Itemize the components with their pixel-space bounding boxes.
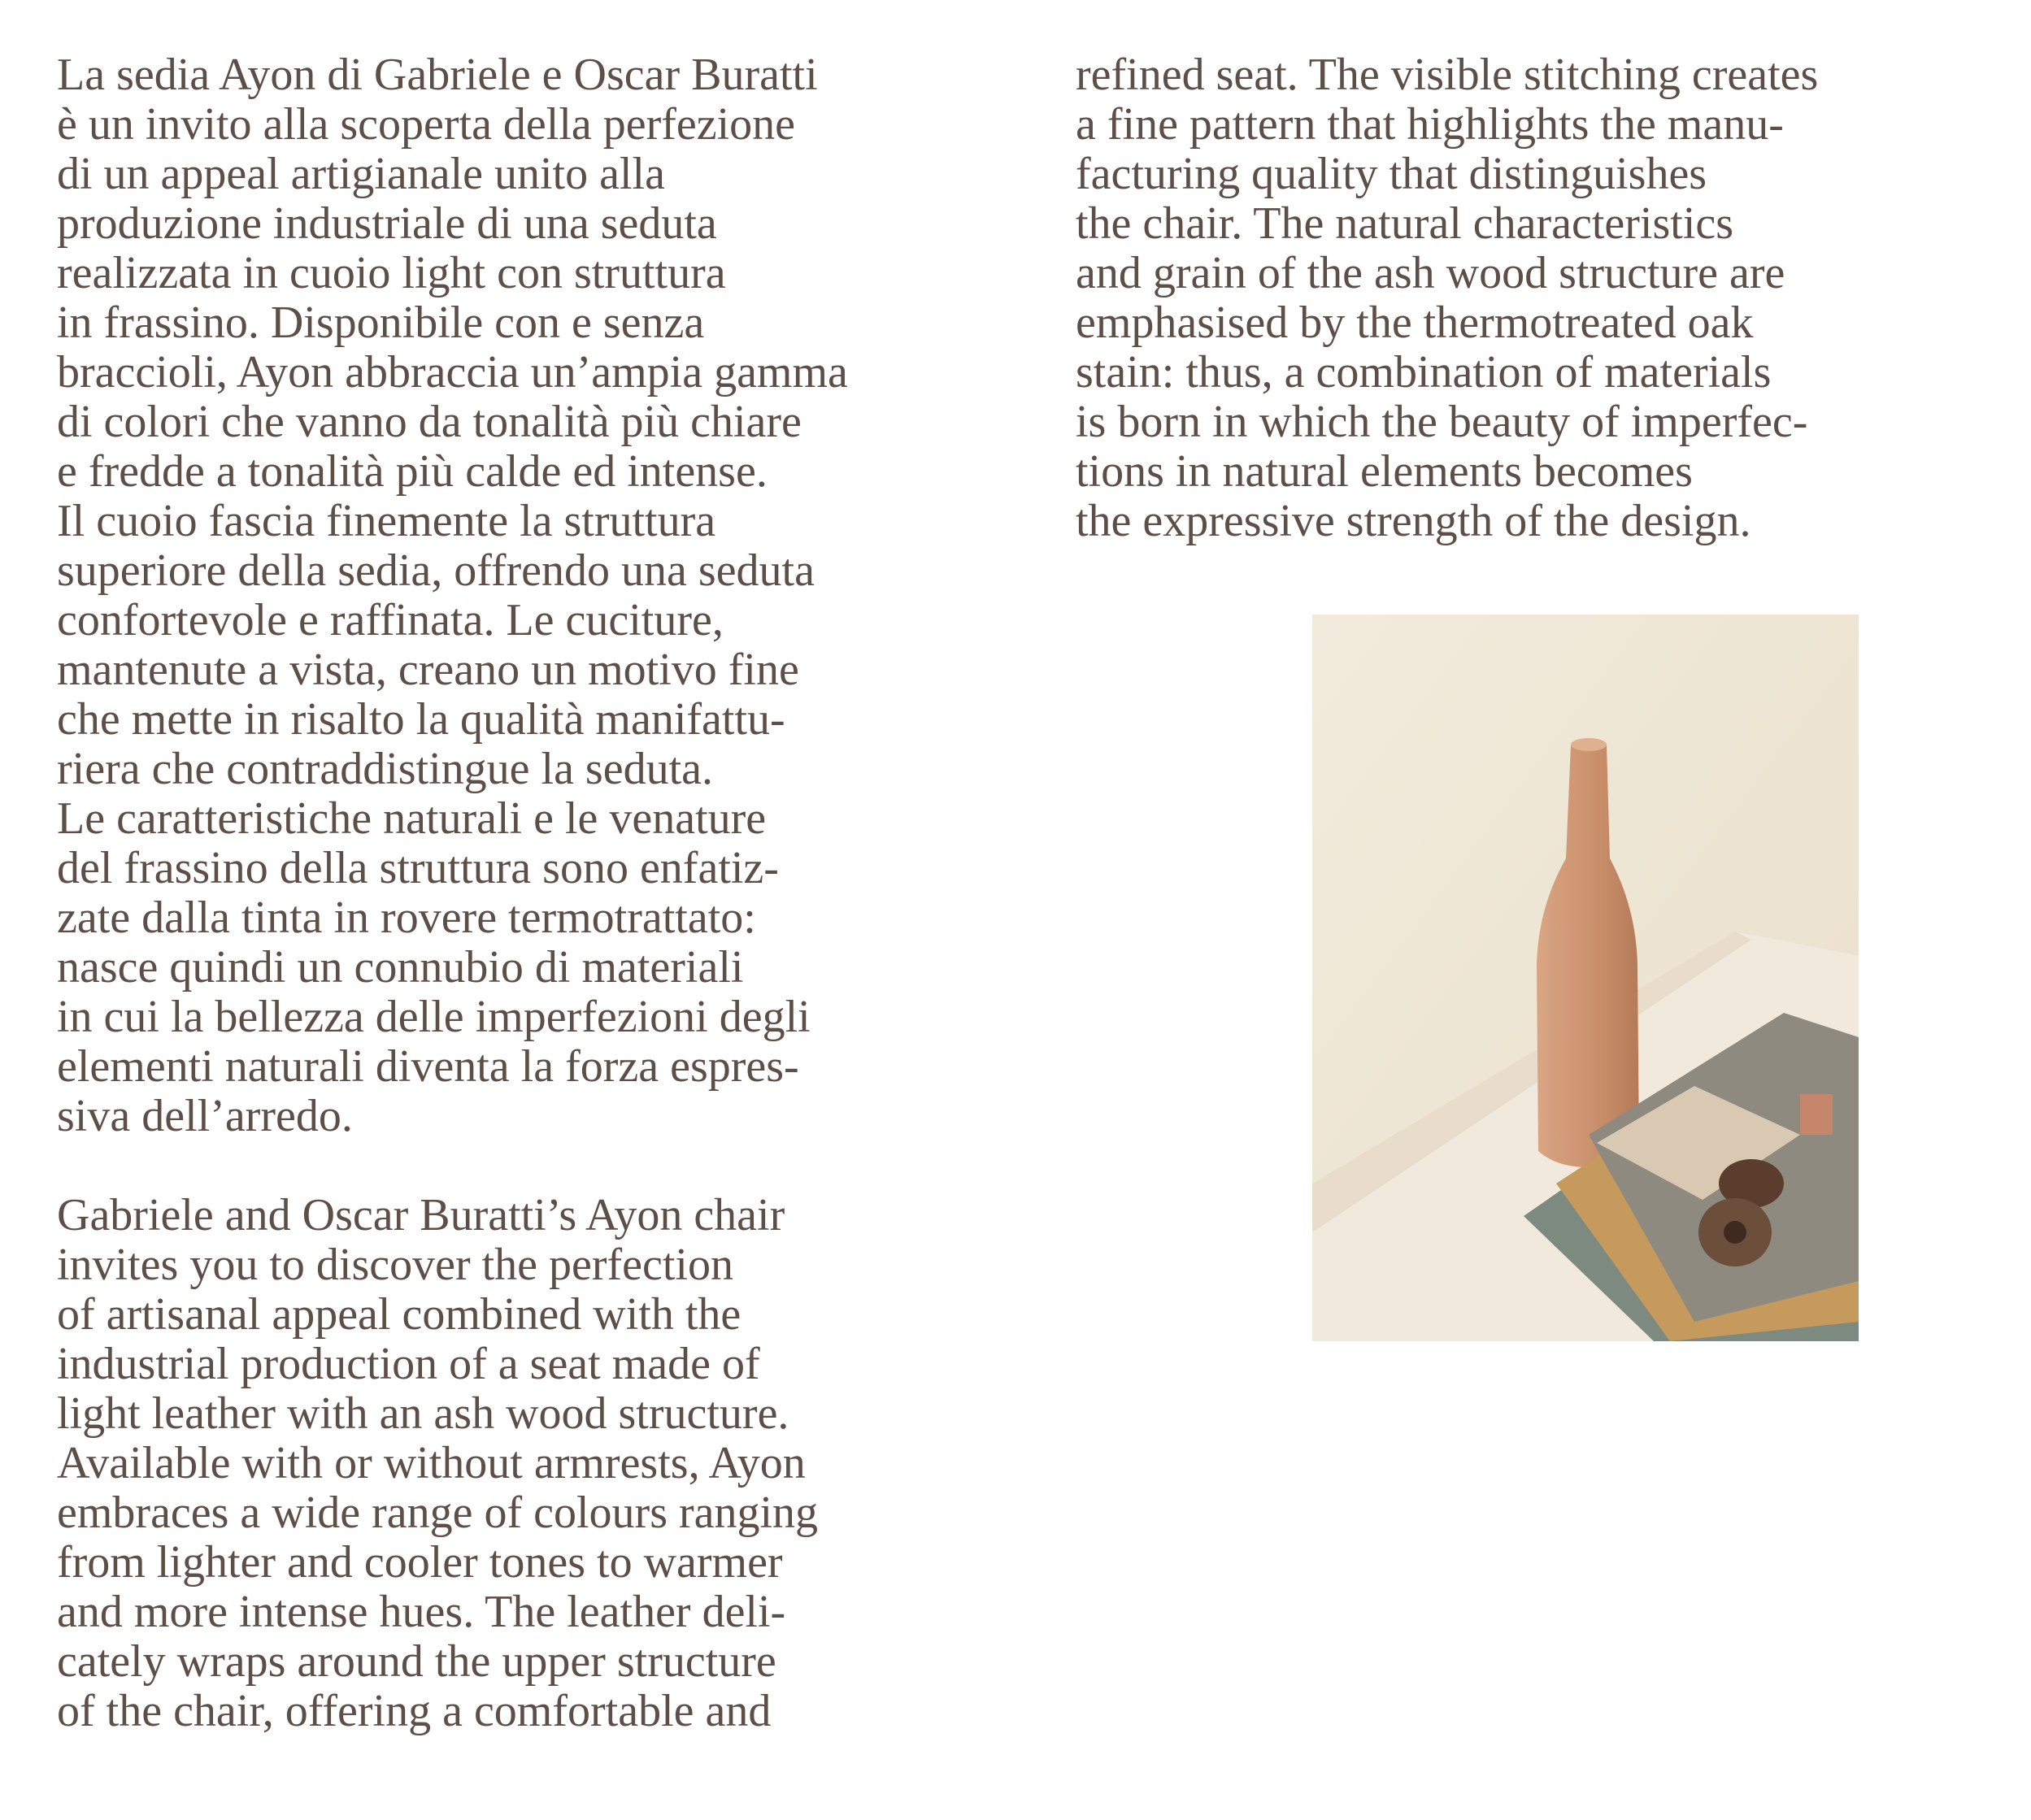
text-line: di colori che vanno da tonalità più chiare bbox=[57, 397, 802, 447]
text-line: Le caratteristiche naturali e le venature bbox=[57, 793, 767, 844]
still-life-illustration bbox=[1312, 615, 1859, 1341]
text-line: superiore della sedia, offrendo una seduta bbox=[57, 545, 815, 596]
text-line: produzione industriale di una seduta bbox=[57, 198, 717, 249]
text-line: del frassino della struttura sono enfatiz- bbox=[57, 843, 779, 893]
text-line: cately wraps around the upper structure bbox=[57, 1636, 776, 1687]
text-line: realizzata in cuoio light con struttura bbox=[57, 248, 726, 298]
still-life-photo bbox=[1312, 615, 1859, 1341]
text-line: La sedia Ayon di Gabriele e Oscar Buratti bbox=[57, 50, 818, 100]
text-line: è un invito alla scoperta della perfezione bbox=[57, 99, 796, 150]
text-line: elementi naturali diventa la forza espres- bbox=[57, 1041, 799, 1092]
text-line: facturing quality that distinguishes bbox=[1076, 149, 1707, 199]
text-line: in cui la bellezza delle imperfezioni degli bbox=[57, 992, 811, 1042]
text-line: is born in which the beauty of imperfec- bbox=[1076, 397, 1808, 447]
paragraph-gap bbox=[57, 1141, 1016, 1191]
text-line: Gabriele and Oscar Buratti’s Ayon chair bbox=[57, 1190, 785, 1240]
text-line: e fredde a tonalità più calde ed intense. bbox=[57, 446, 768, 497]
text-line: zate dalla tinta in rovere termotrattato: bbox=[57, 893, 756, 943]
text-line: emphasised by the thermotreated oak bbox=[1076, 298, 1754, 348]
text-line: the expressive strength of the design. bbox=[1076, 496, 1751, 546]
text-line: tions in natural elements becomes bbox=[1076, 446, 1693, 497]
text-line: industrial production of a seat made of bbox=[57, 1339, 760, 1389]
text-line: light leather with an ash wood structure. bbox=[57, 1388, 789, 1439]
text-line: and more intense hues. The leather deli- bbox=[57, 1587, 786, 1637]
english-paragraph-start bbox=[57, 1191, 1016, 1736]
italian-paragraph bbox=[57, 50, 1016, 1141]
text-line: di un appeal artigianale unito alla bbox=[57, 149, 665, 199]
text-line: stain: thus, a combination of materials bbox=[1076, 347, 1772, 397]
right-column bbox=[1076, 50, 2003, 546]
text-line: in frassino. Disponibile con e senza bbox=[57, 298, 705, 348]
text-line: of artisanal appeal combined with the bbox=[57, 1289, 742, 1340]
text-line: braccioli, Ayon abbraccia un’ampia gamma bbox=[57, 347, 848, 397]
english-paragraph-continued bbox=[1076, 50, 2003, 546]
text-line: che mette in risalto la qualità manifattu- bbox=[57, 694, 785, 745]
text-line: from lighter and cooler tones to warmer bbox=[57, 1537, 783, 1588]
text-line: nasce quindi un connubio di materiali bbox=[57, 942, 744, 993]
text-line: mantenute a vista, creano un motivo fine bbox=[57, 645, 799, 695]
text-line: siva dell’arredo. bbox=[57, 1091, 353, 1141]
text-line: and grain of the ash wood structure are bbox=[1076, 248, 1785, 298]
text-line: riera che contraddistingue la seduta. bbox=[57, 744, 713, 794]
text-line: of the chair, offering a comfortable and bbox=[57, 1686, 772, 1736]
text-line: Il cuoio fascia finemente la struttura bbox=[57, 496, 716, 546]
text-line: confortevole e raffinata. Le cuciture, bbox=[57, 595, 724, 645]
text-line: invites you to discover the perfection bbox=[57, 1240, 733, 1290]
text-line: refined seat. The visible stitching creates bbox=[1076, 50, 1819, 100]
text-line: the chair. The natural characteristics bbox=[1076, 198, 1734, 249]
left-column bbox=[57, 50, 1016, 1736]
text-line: a fine pattern that highlights the manu- bbox=[1076, 99, 1784, 150]
text-line: Available with or without armrests, Ayon bbox=[57, 1438, 806, 1488]
text-line: embraces a wide range of colours ranging bbox=[57, 1488, 819, 1538]
